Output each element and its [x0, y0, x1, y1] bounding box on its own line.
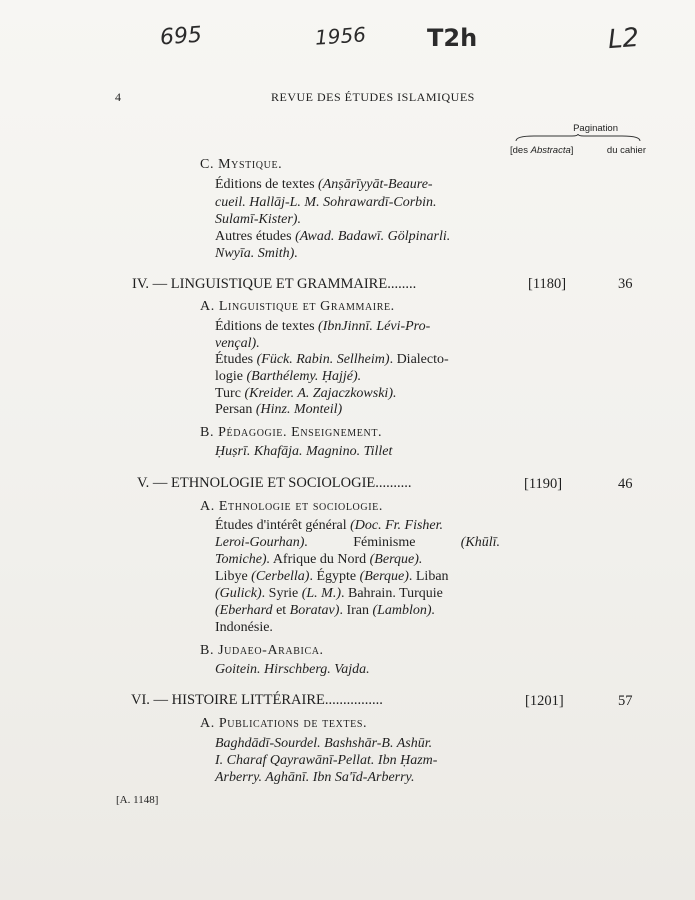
section-v-dots: .......... [375, 475, 412, 491]
running-title: REVUE DES ÉTUDES ISLAMIQUES [271, 90, 475, 104]
peda-heading: B. Pédagogie. Enseignement. [200, 425, 383, 440]
section-vi-title: VI. — HISTOIRE LITTÉRAIRE [131, 692, 325, 708]
section-vi-ref: [1201] [525, 693, 564, 709]
histoire-line-2: I. Charaf Qayrawānī-Pellat. Ibn Ḥazm- [215, 753, 438, 768]
ethno-heading: A. Ethnologie et sociologie. [200, 499, 383, 514]
pagination-abstracta-label: [des Abstracta] [510, 145, 574, 156]
footer-code: [A. 1148] [116, 794, 159, 806]
page-number: 4 [115, 90, 121, 104]
ethno-line-3: Tomiche). Afrique du Nord (Berque). [215, 552, 423, 567]
ling-line-1: Éditions de textes (IbnJinnī. Lévi-Pro- [215, 319, 431, 334]
section-iv-dots: ........ [387, 276, 417, 292]
section-v-title: V. — ETHNOLOGIE ET SOCIOLOGIE [137, 475, 376, 491]
mystique-line-3: Sulamī-Kister). [215, 212, 301, 227]
ethno-line-6: (Eberhard et Boratav). Iran (Lamblon). [215, 603, 436, 618]
section-v-page: 46 [618, 476, 633, 492]
ling-line-2: vençal). [215, 336, 260, 351]
section-iv-page: 36 [618, 276, 633, 292]
section-iv-title: IV. — LINGUISTIQUE ET GRAMMAIRE [132, 276, 388, 292]
pagination-header [510, 123, 646, 156]
section-vi-entry [131, 692, 383, 709]
pagination-cahier-label: du cahier [606, 145, 646, 156]
ling-line-3: Études (Fück. Rabin. Sellheim). Dialecto- [215, 352, 449, 367]
pagination-title: Pagination [573, 123, 618, 134]
ling-line-6: Persan (Hinz. Monteil) [215, 402, 343, 417]
mystique-line-4: Autres études (Awad. Badawī. Gölpinarli. [215, 229, 451, 244]
ling-line-4: logie (Barthélemy. Ḥajjé). [215, 369, 362, 384]
handwritten-note-3: T2h [427, 24, 478, 52]
ling-line-5: Turc (Kreider. A. Zajaczkowski). [215, 386, 397, 401]
mystique-line-2: cueil. Hallāj-L. M. Sohrawardī-Corbin. [215, 195, 437, 210]
brace-icon [514, 134, 642, 142]
ethno-line-7: Indonésie. [215, 620, 273, 635]
mystique-heading: C. Mystique. [200, 157, 283, 172]
histoire-line-1: Baghdādī-Sourdel. Bashshār-B. Ashūr. [215, 736, 433, 751]
judaeo-heading: B. Judaeo-Arabica. [200, 643, 324, 658]
mystique-line-1: Éditions de textes (Anṣārīyyāt-Beaure- [215, 177, 433, 192]
ethno-line-5: (Gulick). Syrie (L. M.). Bahrain. Turquie [215, 586, 443, 601]
ethno-line-4: Libye (Cerbella). Égypte (Berque). Liban [215, 569, 449, 584]
ling-heading: A. Linguistique et Grammaire. [200, 299, 395, 314]
ethno-line-1: Études d'intérêt général (Doc. Fr. Fisher. [215, 518, 444, 533]
handwritten-note-1: 695 [159, 22, 203, 51]
section-v-ref: [1190] [524, 476, 563, 492]
section-vi-page: 57 [618, 693, 633, 709]
histoire-heading: A. Publications de textes. [200, 716, 368, 731]
histoire-line-3: Arberry. Aghānī. Ibn Sa'īd-Arberry. [215, 770, 415, 785]
mystique-line-5: Nwyīa. Smith). [215, 246, 298, 261]
section-iv-ref: [1180] [528, 276, 567, 292]
handwritten-note-2: 1956 [314, 22, 367, 50]
ethno-line-2: Leroi-Gourhan). Féminisme (Khūlī. [215, 535, 500, 550]
handwritten-note-4: L2 [606, 22, 641, 56]
peda-line-1: Ḥuṣrī. Khafāja. Magnino. Tillet [215, 444, 393, 459]
judaeo-line-1: Goitein. Hirschberg. Vajda. [215, 662, 370, 677]
section-vi-dots: ................ [324, 692, 383, 708]
section-v-entry [137, 475, 412, 492]
section-iv-entry [132, 276, 416, 293]
